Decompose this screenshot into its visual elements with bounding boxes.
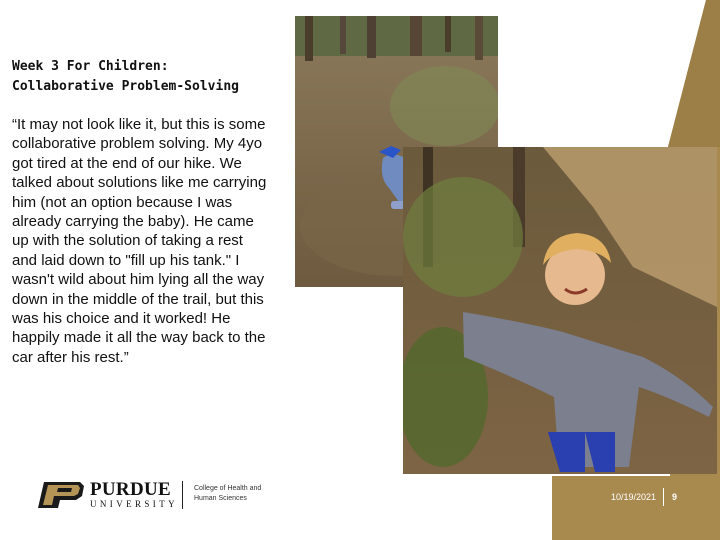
slide-title <box>12 57 282 97</box>
title-line-1: Week 3 For Children: <box>12 59 169 74</box>
logo-divider <box>182 481 183 509</box>
footer-date: 10/19/2021 <box>610 492 656 502</box>
quote-text: “It may not look like it, but this is some collaborative problem solving. My 4yo got tired at the end of our hike. We talked about solutions like me carrying him (not an option because I was already carrying the baby). He came up with the solution of taking a rest and laid down to "fill up his tank." I wasn't wild about him lying all the way down in the middle of the trail, but this was his choice and it worked! He happily made it all the way back to the car after his rest.” <box>12 116 267 366</box>
title-line-2: Collaborative Problem-Solving <box>12 79 239 94</box>
purdue-p-motion-mark-icon <box>36 480 86 510</box>
purdue-logo <box>36 478 276 512</box>
photo-child-arms-outstretched <box>403 147 717 474</box>
logo-college-name: College of Health and Human Sciences <box>194 485 262 502</box>
logo-wordmark: PURDUE <box>90 479 171 500</box>
page-number: 9 <box>672 492 678 502</box>
footer-divider <box>663 488 664 506</box>
logo-university: UNIVERSITY <box>90 499 178 509</box>
